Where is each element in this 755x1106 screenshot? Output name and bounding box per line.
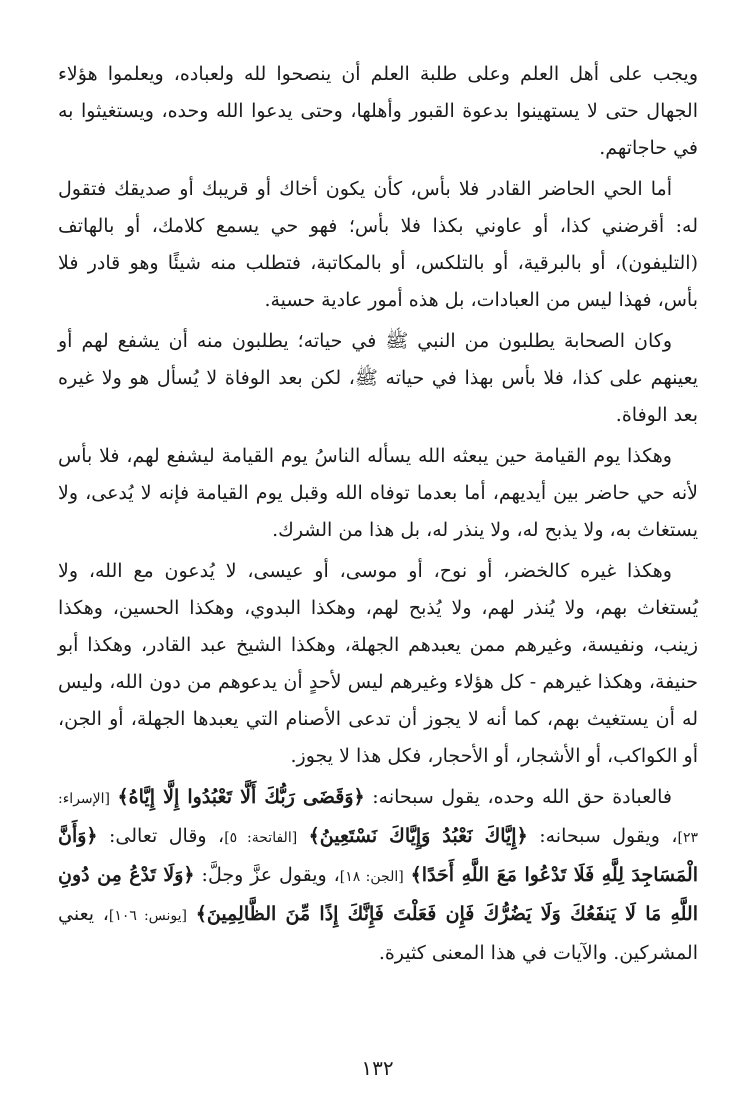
quran-verse: ﴿إِيَّاكَ نَعْبُدُ وَإِيَّاكَ نَسْتَعِينُ﴾ xyxy=(308,825,528,847)
page-body xyxy=(58,56,698,976)
quran-verse: ﴿وَأَنَّ الْمَسَاجِدَ لِلَّهِ فَلَا تَدْعُوا مَعَ اللَّهِ أَحَدًا﴾ xyxy=(58,825,698,886)
paragraph-6 xyxy=(58,779,698,972)
text-segment: ، ويقول سبحانه: xyxy=(539,825,678,847)
text-segment: ، يعني المشركين. والآيات في هذا المعنى كثيرة. xyxy=(58,903,698,964)
verse-reference: [الإسراء: ٢٣] xyxy=(58,791,699,846)
text-segment: ، وقال تعالى: xyxy=(109,825,225,847)
verse-reference: [الفاتحة: ٥] xyxy=(224,830,298,846)
paragraph-3: وكان الصحابة يطلبون من النبي ﷺ في حياته؛ يطلبون منه أن يشفع لهم أو يعينهم على كذا، فلا بأس بهذا في حياته ﷺ، لكن بعد الوفاة لا يُسأل هو ولا غيره بعد الوفاة. xyxy=(58,330,698,426)
text-segment: ، ويقول عزَّ وجلَّ: xyxy=(201,864,340,886)
page-number: ١٣٢ xyxy=(361,1056,394,1080)
quran-verse: ﴿وَقَضَى رَبُّكَ أَلَّا تَعْبُدُوا إِلَّا إِيَّاهُ﴾ xyxy=(117,786,365,808)
verse-reference: [يونس: ١٠٦] xyxy=(108,908,188,924)
paragraph-5: وهكذا غيره كالخضر، أو نوح، أو موسى، أو عيسى، لا يُدعون مع الله، ولا يُستغاث بهم، ولا يُنذر لهم، ولا يُذبح لهم، وهكذا البدوي، وهكذا الحسين، وهكذا زينب، ونفيسة، وغيرهم ممن يعبدهم الجهلة، وهكذا الشيخ عبد القادر، وهكذا أبو حنيفة، وهكذا غيرهم - كل هؤلاء وغيرهم ليس لأحدٍ أن يدعوهم من دون الله، وليس له أن يستغيث بهم، كما أنه لا يجوز أن تدعى الأصنام التي يعبدها الجهلة، أو الجن، أو الكواكب، أو الأشجار، أو الأحجار، فكل هذا لا يجوز. xyxy=(58,560,698,767)
verse-reference: [الجن: ١٨] xyxy=(339,869,404,885)
paragraph-1: ويجب على أهل العلم وعلى طلبة العلم أن ينصحوا لله ولعباده، ويعلموا هؤلاء الجهال حتى لا يستهينوا بدعوة القبور وأهلها، وحتى يدعوا الله وحده، ويستغيثوا به في حاجاتهم. xyxy=(58,63,698,159)
paragraph-4: وهكذا يوم القيامة حين يبعثه الله يسأله الناسُ يوم القيامة ليشفع لهم، فلا بأس لأنه حي حاضر بين أيديهم، أما بعدما توفاه الله وقبل يوم القيامة فإنه لا يُدعى، ولا يستغاث به، ولا يذبح له، ولا ينذر له، بل هذا من الشرك. xyxy=(58,445,698,541)
text-segment: فالعبادة حق الله وحده، يقول سبحانه: xyxy=(372,786,672,808)
quran-verse: ﴿وَلَا تَدْعُ مِن دُونِ اللَّهِ مَا لَا يَنفَعُكَ وَلَا يَضُرُّكَ فَإِن فَعَلْتَ فَإِنَّكَ إِذًا مِّنَ الظَّالِمِينَ﴾ xyxy=(58,864,698,925)
paragraph-2: أما الحي الحاضر القادر فلا بأس، كأن يكون أخاك أو قريبك أو صديقك فتقول له: أقرضني كذا، أو عاوني بكذا فلا بأس؛ فهو حي يسمع كلامك، أو بالهاتف (التليفون)، أو بالبرقية، أو بالتلكس، أو بالمكاتبة، فتطلب منه شيئًا وهو قادر فلا بأس، فهذا ليس من العبادات، بل هذه أمور عادية حسية. xyxy=(58,178,698,311)
